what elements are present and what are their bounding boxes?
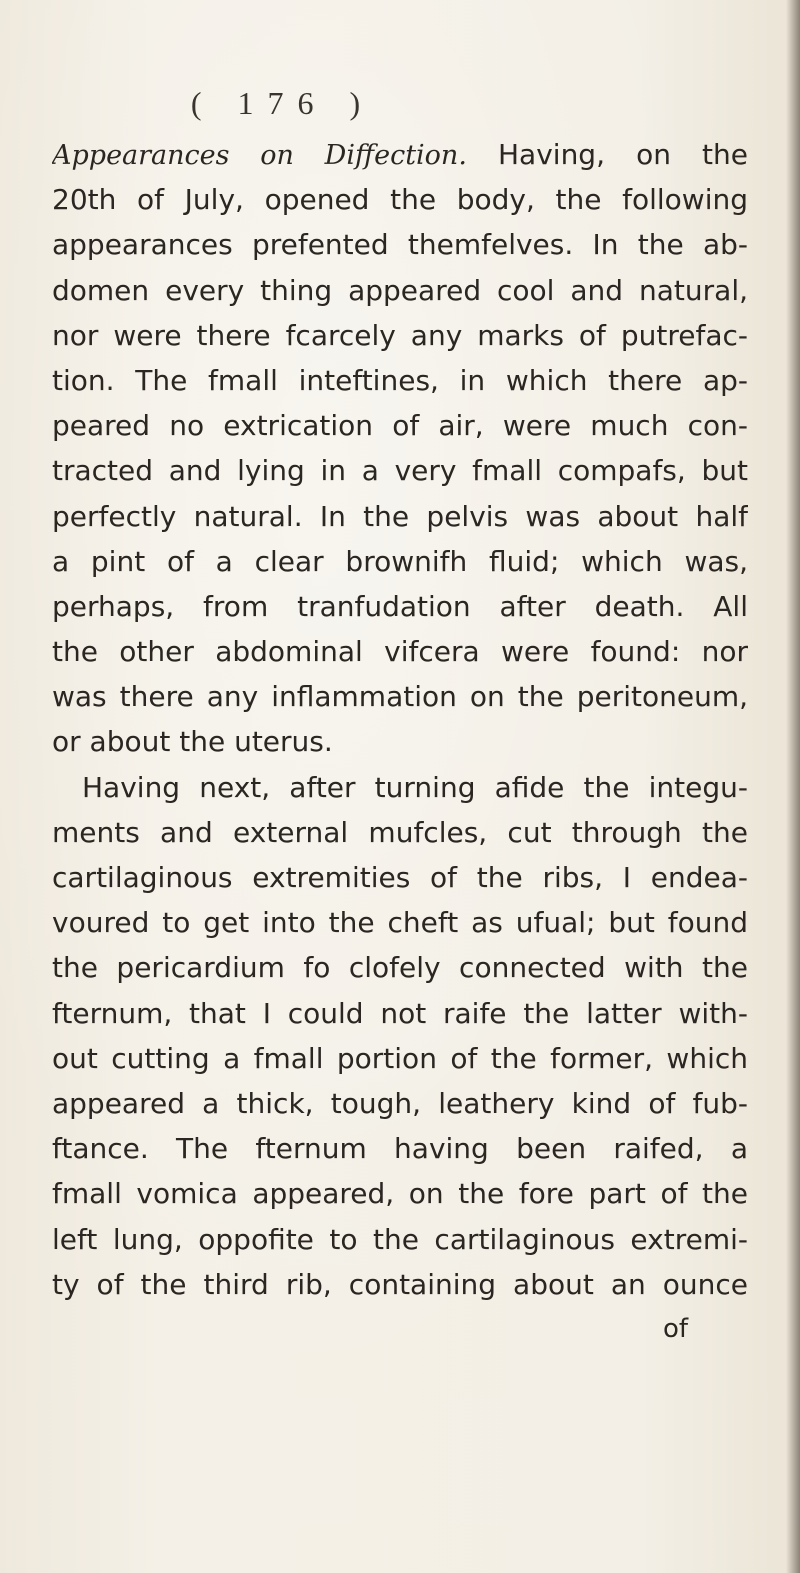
page-edge-shadow xyxy=(786,0,800,1573)
section-heading: Appearances on Diffection. xyxy=(52,140,467,171)
text-line: appearances prefented themfelves. In the ab- xyxy=(52,228,748,262)
text-line: the pericardium fo clofely connected with the xyxy=(52,951,748,985)
text-line: fmall vomica appeared, on the fore part of the xyxy=(52,1177,748,1211)
page-number: ( 176 ) xyxy=(190,85,375,121)
text-line: fternum, that I could not raife the latter with- xyxy=(52,996,748,1030)
text-line: appeared a thick, tough, leathery kind of fub- xyxy=(52,1086,748,1120)
text-line: domen every thing appeared cool and natural, xyxy=(52,273,748,307)
text-line: nor were there fcarcely any marks of putrefac- xyxy=(52,318,748,352)
text-line: tracted and lying in a very fmall compafs, but xyxy=(52,454,748,488)
body-text xyxy=(52,132,748,1347)
text-line: 20th of July, opened the body, the following xyxy=(52,183,748,217)
catchword: of xyxy=(662,1313,688,1344)
text-line: cartilaginous extremities of the ribs, I endea- xyxy=(52,861,748,894)
text-line: or about the uterus. xyxy=(52,725,333,759)
text-line: out cutting a fmall portion of the former, which xyxy=(52,1041,748,1075)
text-line: was there any inflammation on the peritoneum, xyxy=(52,680,748,714)
text-line: peared no extrication of air, were much con- xyxy=(52,409,748,443)
text-line: left lung, oppofite to the cartilaginous extremi- xyxy=(52,1222,748,1256)
text-line: Having next, after turning afide the integu- xyxy=(82,770,748,804)
text-line xyxy=(52,132,748,177)
text-line: perhaps, from tranfudation after death. All xyxy=(52,589,748,623)
text-line: voured to get into the cheft as ufual; but found xyxy=(52,906,748,940)
text-line: a pint of a clear brownifh fluid; which was, xyxy=(52,544,748,578)
text-line: ty of the third rib, containing about an ounce xyxy=(52,1267,748,1301)
text-line: ments and external mufcles, cut through the xyxy=(52,815,748,849)
text-line: tion. The fmall inteftines, in which there ap- xyxy=(52,363,748,397)
text-line: the other abdominal vifcera were found: nor xyxy=(52,635,748,669)
text-line: perfectly natural. In the pelvis was about half xyxy=(52,499,748,533)
heading-line-rest: Having, on the xyxy=(498,138,748,171)
text-line: ftance. The fternum having been raifed, a xyxy=(52,1132,748,1166)
